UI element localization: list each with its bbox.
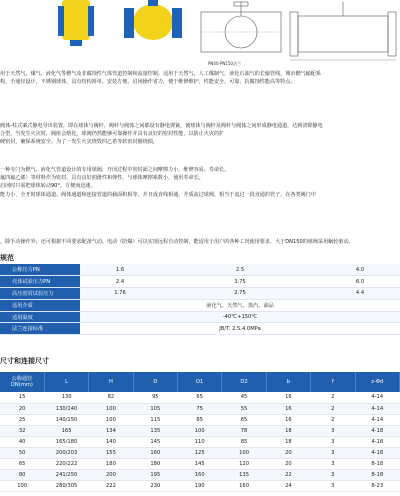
dim-row xyxy=(0,414,400,425)
dim-cell: 100 xyxy=(89,414,133,425)
dim-cell: 16 xyxy=(266,403,310,414)
dim-cell: 65 xyxy=(178,392,222,403)
dim-cell: 3 xyxy=(311,481,355,492)
dim-row xyxy=(0,470,400,481)
dim-cell: 16 xyxy=(266,414,310,425)
dim-cell: 230 xyxy=(133,481,177,492)
dim-row xyxy=(0,425,400,436)
dim-cell: 3 xyxy=(311,459,355,470)
valve-section-drawing xyxy=(196,0,286,60)
dim-cell: 4-14 xyxy=(355,392,400,403)
dim-header-cell: H xyxy=(89,372,133,392)
dim-cell: 135 xyxy=(133,425,177,436)
dim-header-cell: D1 xyxy=(178,372,222,392)
dim-header-cell: D2 xyxy=(222,372,266,392)
dim-cell: 4-18 xyxy=(355,436,400,447)
dim-row xyxy=(0,459,400,470)
spec-value: 1.6 xyxy=(80,264,160,276)
dim-cell: 105 xyxy=(133,403,177,414)
dim-header-cell: z-Φd xyxy=(355,372,400,392)
spec-value: 2.4 xyxy=(80,276,160,288)
valve-photo-2 xyxy=(124,0,182,46)
dim-cell: 2 xyxy=(311,392,355,403)
dim-cell: 140 xyxy=(89,436,133,447)
dim-cell: 160 xyxy=(222,481,266,492)
dim-cell: 140/150 xyxy=(44,414,88,425)
dim-cell: 115 xyxy=(133,414,177,425)
dim-cell: 200/203 xyxy=(44,447,88,458)
intro-line-1: 用于天然气、煤气、液化气等燃气及非腐蚀性气体管道控制和流量控制。适用于天然气，人工煤制气，液化石油气的长输管线，城市燃气输配系 xyxy=(0,71,321,77)
spec-row xyxy=(0,311,400,323)
dim-header-cell: b xyxy=(266,372,310,392)
dim-cell: 2 xyxy=(311,403,355,414)
dim-cell: 45 xyxy=(222,392,266,403)
dim-cell: 110 xyxy=(178,436,222,447)
dim-cell: 22 xyxy=(266,470,310,481)
features-line-3: 启闭时只需把球体转动90°，方便而迅速。 xyxy=(0,183,96,190)
dim-header-cell: D xyxy=(133,372,177,392)
dim-cell: 125 xyxy=(178,447,222,458)
dim-cell: 65 xyxy=(222,414,266,425)
dim-cell: 3 xyxy=(311,436,355,447)
dim-cell: 8-18 xyxy=(355,459,400,470)
dim-cell: 24 xyxy=(266,481,310,492)
spec-row xyxy=(0,323,400,335)
dim-cell: 15 xyxy=(0,392,44,403)
dim-cell: 280/305 xyxy=(44,481,88,492)
dim-header-cell: L xyxy=(44,372,88,392)
dim-cell: 165 xyxy=(44,425,88,436)
dim-cell: 100 xyxy=(0,481,44,492)
dim-cell: 130 xyxy=(44,392,88,403)
spec-value: 4.0 xyxy=(320,264,400,276)
dim-cell: 2 xyxy=(311,414,355,425)
dim-cell: 4-14 xyxy=(355,403,400,414)
dim-cell: 50 xyxy=(0,447,44,458)
dim-cell: 100 xyxy=(222,447,266,458)
spec-label: 法兰连接标准 xyxy=(0,323,80,335)
dim-cell: 85 xyxy=(222,436,266,447)
dim-cell: 20 xyxy=(266,447,310,458)
spec-value: 2.75 xyxy=(160,288,320,300)
spec-table xyxy=(0,264,400,335)
spec-merged-value: -40℃+150℃ xyxy=(80,311,400,323)
dim-cell: 155 xyxy=(89,447,133,458)
dim-cell: 80 xyxy=(0,470,44,481)
dim-cell: 25 xyxy=(0,414,44,425)
dim-row xyxy=(0,392,400,403)
dim-cell: 145 xyxy=(178,459,222,470)
dim-cell: 4-18 xyxy=(355,447,400,458)
dim-cell: 100 xyxy=(178,425,222,436)
features-line-1: 一种专门为燃气、液化气管道设计的专用球阀，开闭过程中密封面之间摩擦力小、维修容易、寿命长。 xyxy=(0,167,230,173)
dim-row xyxy=(0,436,400,447)
spec-label: 壳体试验压力PN xyxy=(0,276,80,288)
valve-photo-1 xyxy=(58,0,94,48)
dim-cell: 160 xyxy=(133,447,177,458)
dim-cell: 4-18 xyxy=(355,425,400,436)
antistatic-line-1: 阀体-柱式案式静电导出装置，即在球体与阀杆、阀杆与阀体之间都设有静电弹簧，使球体与阀杆及阀杆与阀体之间形成静电通道，达到清除静电 xyxy=(0,123,323,129)
dim-cell: 241/250 xyxy=(44,470,88,481)
dim-cell: 200 xyxy=(89,470,133,481)
dim-cell: 195 xyxy=(133,470,177,481)
spec-row xyxy=(0,264,400,276)
dim-cell: 78 xyxy=(222,425,266,436)
features-paragraph xyxy=(0,166,400,199)
dim-cell: 20 xyxy=(266,459,310,470)
dim-cell: 18 xyxy=(266,436,310,447)
dim-cell: 180 xyxy=(89,459,133,470)
dim-row xyxy=(0,447,400,458)
dim-cell: 220/222 xyxy=(44,459,88,470)
spec-row xyxy=(0,299,400,311)
dim-cell: 134 xyxy=(89,425,133,436)
dim-cell: 65 xyxy=(0,459,44,470)
dim-row xyxy=(0,403,400,414)
dim-cell: 100 xyxy=(89,403,133,414)
dim-cell: 20 xyxy=(0,403,44,414)
dim-cell: 3 xyxy=(311,447,355,458)
intro-line-3: 构，全通径设计，不锈钢球体，具有结构简单、安装方便、启闭操作省力，便于维修维护，性能安全，可靠，抗腐蚀性能高等特点。 xyxy=(0,79,296,86)
spec-row xyxy=(0,288,400,300)
spec-value: 4.4 xyxy=(320,288,400,300)
dim-section-title: 尺寸和连接尺寸 xyxy=(0,357,49,365)
drawing-caption: PN40-PN150法兰 xyxy=(208,61,241,66)
dim-cell: 165/180 xyxy=(44,436,88,447)
drive-line-1: ，除手动操作外，还可根据不同要求配备气动、电动（防爆）可以实现远程自动控制，能适用于用户的各种工况使用要求，大于DN150的球阀采用蜗轮驱动。 xyxy=(0,239,354,245)
dim-row xyxy=(0,481,400,492)
spec-label: 公称压力PN xyxy=(0,264,80,276)
dim-cell: 190 xyxy=(178,481,222,492)
dim-cell: 16 xyxy=(266,392,310,403)
spec-value: 2.5 xyxy=(160,264,320,276)
dimension-table xyxy=(0,372,400,492)
dim-cell: 120 xyxy=(222,459,266,470)
spec-merged-value: 液化气、天然气、蒸汽、油品 xyxy=(80,299,400,311)
intro-paragraph xyxy=(0,70,400,86)
dim-cell: 130/140 xyxy=(44,403,88,414)
dim-cell: 180 xyxy=(133,459,177,470)
dim-cell: 8-23 xyxy=(355,481,400,492)
spec-label: 适用温度 xyxy=(0,311,80,323)
dim-header-cell: f xyxy=(311,372,355,392)
dim-cell: 82 xyxy=(89,392,133,403)
spec-label: 适用介质 xyxy=(0,299,80,311)
dim-cell: 75 xyxy=(178,403,222,414)
dim-cell: 85 xyxy=(178,414,222,425)
dim-cell: 18 xyxy=(266,425,310,436)
spec-value: 3.75 xyxy=(160,276,320,288)
spec-value: 1.76 xyxy=(80,288,160,300)
dim-cell: 222 xyxy=(89,481,133,492)
drive-paragraph xyxy=(0,238,400,246)
antistatic-line-3: 硬密封，确保系统安全。为了一发生火灾烧毁四乙希等软密封圈烧损， xyxy=(0,139,158,146)
features-line-2: 氟四氟乙烯）等材料作为密封，具有良好润滑性和弹性，与球体摩擦系数小，使用寿命长。 xyxy=(0,175,204,182)
spec-merged-value: JB/T: 2.5,4.0MPa xyxy=(80,323,400,335)
valve-dimension-drawing xyxy=(288,0,400,64)
features-line-4: 能力小，全开时球体通道、阀体通道和连接管道的截面积相等，并且成直线相通，介质流过球阀，相当于流过一段直通的管子，在各类阀门中 xyxy=(0,191,316,198)
antistatic-line-2: 合型，当发生火灾时，阀座会熔化，球阀仍然能够可靠操作并具有良好的密封性能，以防止火灾的扩 xyxy=(0,131,225,138)
antistatic-paragraph xyxy=(0,122,400,147)
spec-value: 6.0 xyxy=(320,276,400,288)
dim-header-cell: 公称通径 DN(mm) xyxy=(0,372,44,392)
dim-cell: 3 xyxy=(311,425,355,436)
dim-cell: 145 xyxy=(133,436,177,447)
dim-cell: 8-18 xyxy=(355,470,400,481)
spec-label: 高压密封试验压力 xyxy=(0,288,80,300)
dim-cell: 135 xyxy=(222,470,266,481)
dim-cell: 3 xyxy=(311,470,355,481)
spec-row xyxy=(0,276,400,288)
product-hero xyxy=(0,0,400,68)
dim-cell: 55 xyxy=(222,403,266,414)
dim-cell: 4-14 xyxy=(355,414,400,425)
dim-cell: 95 xyxy=(133,392,177,403)
dim-cell: 160 xyxy=(178,470,222,481)
dim-cell: 40 xyxy=(0,436,44,447)
dim-cell: 32 xyxy=(0,425,44,436)
spec-section-title: 规范 xyxy=(0,254,14,262)
